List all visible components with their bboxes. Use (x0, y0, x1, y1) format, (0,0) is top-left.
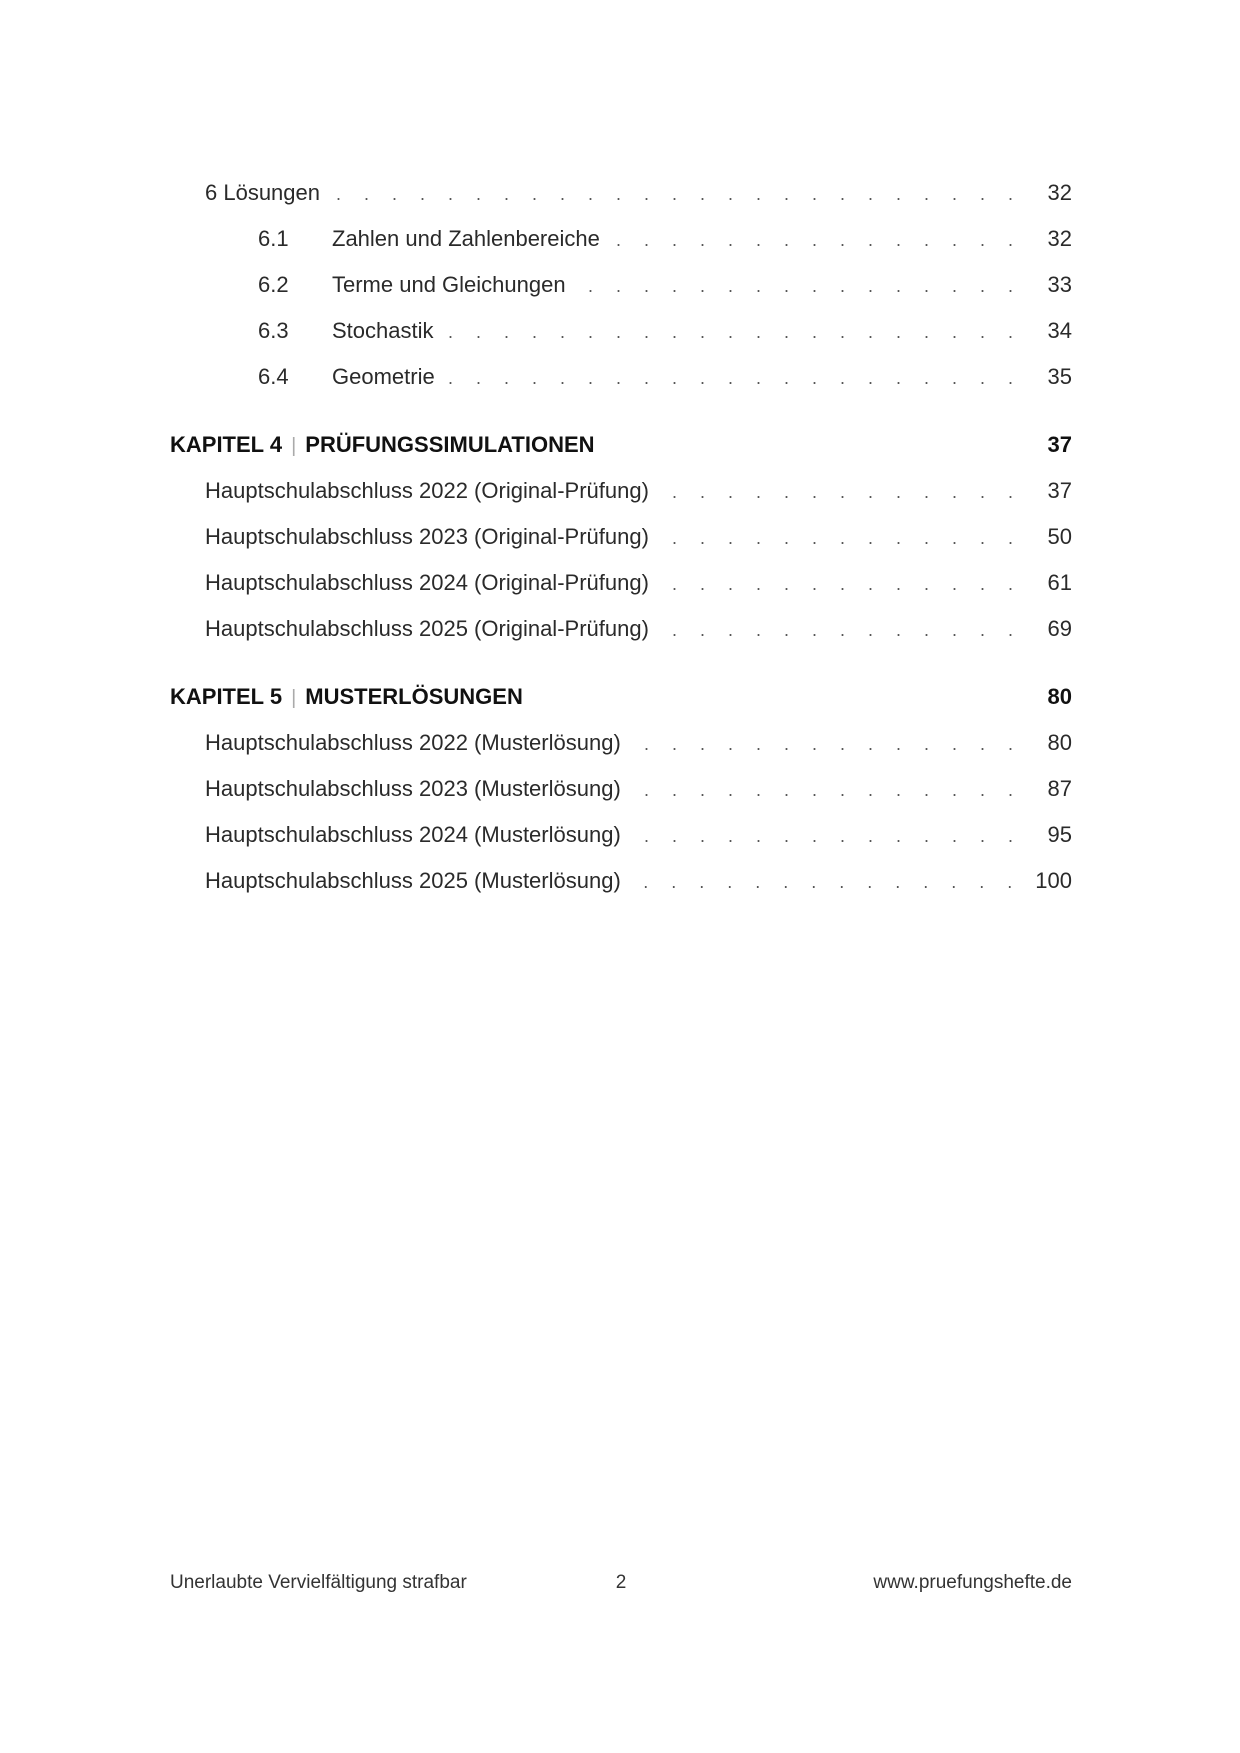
toc-entry-title: Zahlen und Zahlenbereiche (332, 226, 600, 251)
toc-entry-page: 61 (1047, 570, 1072, 595)
toc-entry-number: 6.4 (258, 364, 289, 389)
toc-entry-title: Hauptschulabschluss 2024 (Musterlösung) (205, 822, 621, 847)
toc-entry-page: 33 (1047, 272, 1072, 297)
toc-entry-page: 69 (1047, 616, 1072, 641)
toc-entry-pruefung-2025[interactable] (170, 606, 1072, 652)
dot-leader (574, 263, 1022, 309)
dot-leader (629, 767, 1022, 813)
toc-entry-title: Terme und Gleichungen (332, 272, 566, 297)
toc-entry-title: Hauptschulabschluss 2025 (Original-Prüfung) (205, 616, 649, 641)
toc-entry-number: 6.2 (258, 272, 289, 297)
toc-entry-muster-2024[interactable] (170, 812, 1072, 858)
toc-entry-page: 32 (1047, 180, 1072, 205)
footer-copyright-notice: Unerlaubte Vervielfältigung strafbar (170, 1572, 467, 1593)
toc-entry-muster-2022[interactable] (170, 720, 1072, 766)
toc-entry-title: Geometrie (332, 364, 435, 389)
chapter-separator: | (291, 687, 297, 709)
toc-entry-page: 50 (1047, 524, 1072, 549)
dot-leader (657, 515, 1022, 561)
toc-entry-6-3[interactable] (170, 308, 1072, 354)
dot-leader (608, 217, 1022, 263)
chapter-heading-4[interactable] (170, 422, 1072, 468)
toc-entry-title: 6 Lösungen (205, 180, 320, 205)
footer-page-number: 2 (615, 1572, 627, 1593)
chapter-separator: | (291, 435, 297, 457)
chapter-title: MUSTERLÖSUNGEN (305, 684, 523, 709)
toc-entry-pruefung-2022[interactable] (170, 468, 1072, 514)
dot-leader (328, 171, 1022, 217)
footer-website-link[interactable]: www.pruefungshefte.de (873, 1572, 1072, 1593)
table-of-contents (170, 170, 1072, 904)
page-footer (170, 1572, 1072, 1602)
toc-entry-title: Hauptschulabschluss 2023 (Original-Prüfung) (205, 524, 649, 549)
toc-entry-6-1[interactable] (170, 216, 1072, 262)
toc-entry-page: 32 (1047, 226, 1072, 251)
dot-leader (629, 813, 1022, 859)
dot-leader (657, 607, 1022, 653)
toc-entry-page: 34 (1047, 318, 1072, 343)
toc-entry-number: 6.1 (258, 226, 289, 251)
toc-entry-page: 100 (1035, 868, 1072, 893)
toc-entry-page: 37 (1047, 478, 1072, 503)
toc-entry-title: Hauptschulabschluss 2022 (Musterlösung) (205, 730, 621, 755)
toc-entry-number: 6.3 (258, 318, 289, 343)
dot-leader (657, 469, 1022, 515)
toc-entry-page: 87 (1047, 776, 1072, 801)
toc-entry-pruefung-2023[interactable] (170, 514, 1072, 560)
toc-entry-muster-2023[interactable] (170, 766, 1072, 812)
chapter-page: 80 (1047, 684, 1072, 709)
chapter-label: KAPITEL 4 (170, 432, 283, 457)
dot-leader (442, 309, 1023, 355)
toc-entry-title: Stochastik (332, 318, 434, 343)
chapter-heading-5[interactable] (170, 674, 1072, 720)
toc-entry-page: 80 (1047, 730, 1072, 755)
toc-entry-loesungen[interactable] (170, 170, 1072, 216)
toc-entry-page: 95 (1047, 822, 1072, 847)
toc-entry-title: Hauptschulabschluss 2022 (Original-Prüfung) (205, 478, 649, 503)
toc-entry-pruefung-2024[interactable] (170, 560, 1072, 606)
toc-entry-6-2[interactable] (170, 262, 1072, 308)
toc-entry-title: Hauptschulabschluss 2025 (Musterlösung) (205, 868, 621, 893)
chapter-title: PRÜFUNGSSIMULATIONEN (305, 432, 595, 457)
chapter-label: KAPITEL 5 (170, 684, 283, 709)
toc-entry-page: 35 (1047, 364, 1072, 389)
toc-entry-6-4[interactable] (170, 354, 1072, 400)
dot-leader (629, 859, 1022, 905)
dot-leader (443, 355, 1022, 401)
dot-leader (629, 721, 1022, 767)
toc-entry-muster-2025[interactable] (170, 858, 1072, 904)
toc-entry-title: Hauptschulabschluss 2023 (Musterlösung) (205, 776, 621, 801)
toc-entry-title: Hauptschulabschluss 2024 (Original-Prüfung) (205, 570, 649, 595)
chapter-page: 37 (1047, 432, 1072, 457)
dot-leader (657, 561, 1022, 607)
